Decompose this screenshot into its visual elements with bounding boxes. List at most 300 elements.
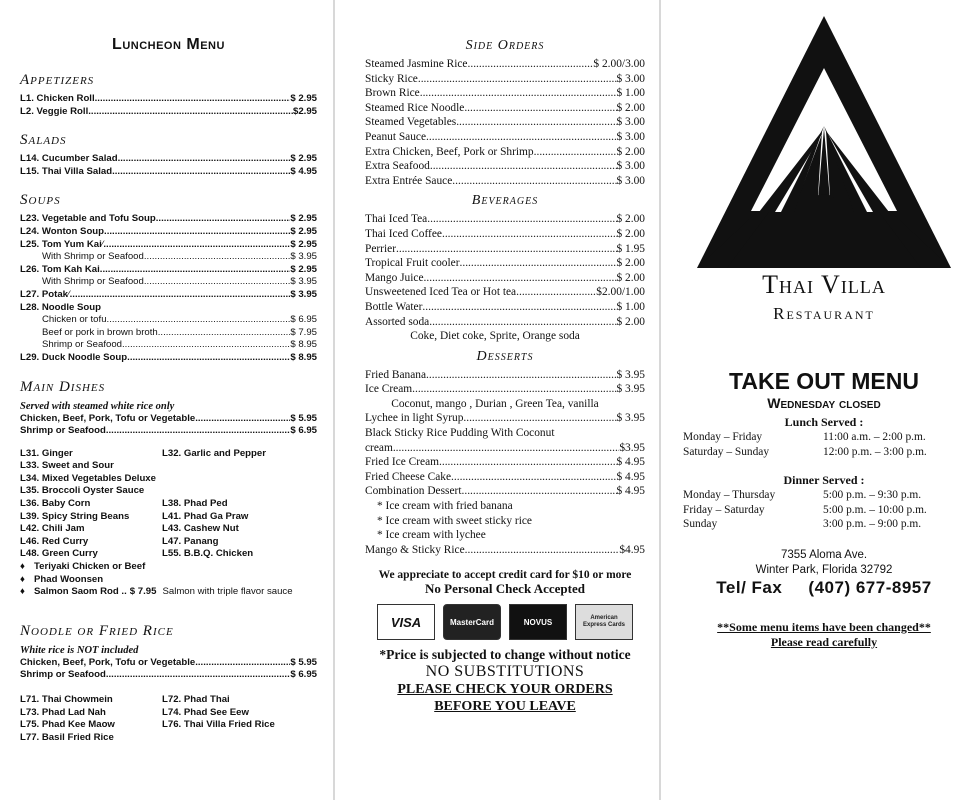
item-name: Bottle Water: [365, 300, 423, 313]
item-price: $ 2.00: [616, 271, 645, 284]
leader-dots: [418, 72, 617, 87]
item-name: Mango Juice: [365, 271, 424, 284]
dish-name: L75. Phad Kee Maow: [20, 719, 115, 731]
dinner-title: Dinner Served :: [783, 473, 865, 487]
leader-dots: [462, 484, 617, 499]
dinner-hours: [681, 488, 967, 532]
item-price: $4.95: [619, 543, 645, 556]
leader-dots: [195, 413, 290, 426]
special-item: [20, 561, 317, 574]
item-price: $ 2.95: [290, 238, 317, 250]
menu-item: [20, 352, 317, 365]
item-price: $ 1.95: [616, 242, 645, 255]
menu-item: [365, 115, 645, 130]
item-price: $ 2.95: [290, 153, 317, 165]
leader-dots: [104, 226, 290, 239]
noodle-heading: Noodle or Fried Rice: [20, 622, 174, 639]
leader-dots: [195, 657, 290, 670]
dish-name: [162, 473, 317, 486]
leader-dots: [429, 315, 616, 330]
leader-dots: [100, 264, 291, 277]
item-price: $ 2.95: [290, 263, 317, 275]
main-dishes-grid: [20, 448, 317, 561]
menu-item: [20, 289, 317, 302]
chili-icon: ⁄: [101, 238, 104, 250]
dish-name: L42. Chili Jam: [20, 523, 85, 535]
dish-row: [20, 523, 317, 536]
special-name: Phad Woonsen: [34, 573, 104, 585]
item-name: Fried Banana: [365, 368, 427, 381]
menu-item: [20, 226, 317, 239]
item-name: Shrimp or Seafood: [20, 669, 106, 681]
leader-dots: [422, 300, 616, 315]
item-name: Steamed Rice Noodle: [365, 101, 465, 114]
dish-name: L34. Mixed Vegetables Deluxe: [20, 472, 156, 484]
item-price: $ 6.95: [290, 425, 317, 437]
dish-name: [162, 732, 317, 745]
main-specials: [20, 561, 317, 599]
item-price: $ 5.95: [290, 412, 317, 424]
diamond-icon: ♦: [20, 586, 25, 598]
item-price: $ 6.95: [290, 669, 317, 681]
item-name: Unsweetened Iced Tea or Hot tea: [365, 286, 517, 299]
menu-item: [20, 327, 317, 340]
visa-logo: VISA: [377, 604, 435, 640]
item-name: cream: [365, 441, 393, 454]
dish-name: L77. Basil Fried Rice: [20, 731, 114, 743]
dessert-item: [365, 441, 645, 456]
leader-dots: [122, 339, 290, 352]
item-price: $ 3.95: [290, 251, 317, 263]
item-name: Peanut Sauce: [365, 130, 427, 143]
dish-name: L35. Broccoli Oyster Sauce: [20, 485, 145, 497]
leader-dots: [516, 285, 596, 300]
item-price: $ 3.00: [616, 72, 645, 85]
item-price: $2.00/1.00: [596, 286, 645, 299]
item-price: $ 1.00: [616, 87, 645, 100]
item-price: $ 2.95: [290, 225, 317, 237]
desserts-list: [365, 368, 645, 558]
salads-list: [20, 153, 317, 178]
item-name: Perrier: [365, 242, 396, 255]
item-name: With Shrimp or Seafood: [42, 251, 144, 263]
item-name: With Shrimp or Seafood: [42, 276, 144, 288]
leader-dots: [396, 242, 617, 257]
leader-dots: [463, 411, 616, 426]
item-price: $ 2.00: [616, 101, 645, 114]
item-name: L15. Thai Villa Salad: [20, 165, 113, 177]
leader-dots: [426, 368, 616, 383]
special-name: Teriyaki Chicken or Beef: [34, 561, 146, 573]
item-name: Beef or pork in brown broth: [42, 326, 158, 338]
menu-item: [20, 302, 317, 315]
hours-time: 5:00 p.m. – 10:00 p.m.: [823, 503, 927, 516]
menu-item: [365, 212, 645, 227]
leader-dots: [464, 101, 616, 116]
leader-dots: [451, 470, 616, 485]
sides-panel: [335, 0, 659, 800]
menu-item: [365, 86, 645, 101]
dish-row: [20, 694, 317, 707]
item-price: $ 3.95: [616, 412, 645, 425]
noodle-grid: [20, 694, 317, 744]
item-name: Chicken or tofu: [42, 314, 107, 326]
thai-temple-logo: [697, 16, 951, 268]
leader-dots: [456, 115, 616, 130]
item-name: L14. Cucumber Salad: [20, 153, 118, 165]
item-name: Fried Cheese Cake: [365, 470, 452, 483]
special-desc: Salmon with triple flavor sauce: [162, 586, 293, 598]
dessert-item: [365, 397, 645, 412]
beverages-list: [365, 212, 645, 329]
item-price: $ 2.95: [290, 93, 317, 104]
item-price: $ 4.95: [616, 456, 645, 469]
main-dishes-note: Served with steamed white rice only: [20, 400, 175, 412]
item-name: Chicken, Beef, Pork, Tofu or Vegetable: [20, 412, 196, 424]
dessert-item: [365, 426, 645, 441]
item-name: L2. Veggie Roll: [20, 105, 89, 117]
item-name: * Ice cream with fried banana: [377, 500, 513, 513]
novus-logo: NOVUS: [509, 604, 567, 640]
menu-item: [365, 242, 645, 257]
diamond-icon: ♦: [20, 561, 25, 573]
dish-name: L47. Panang: [162, 535, 219, 547]
hours-time: 5:00 p.m. – 9:30 p.m.: [823, 489, 922, 501]
item-name: Assorted soda: [365, 315, 430, 328]
menu-item: [365, 300, 645, 315]
amex-logo: American Express Cards: [575, 604, 633, 640]
lunch-title: Lunch Served :: [784, 415, 864, 429]
check-orders-line2: BEFORE YOU LEAVE: [434, 699, 576, 715]
address-line1: 7355 Aloma Ave.: [780, 548, 868, 561]
item-name: Mango & Sticky Rice: [365, 543, 465, 556]
item-price: $ 2.00: [616, 213, 645, 226]
item-price: $ 4.95: [616, 485, 645, 498]
leader-dots: [144, 276, 290, 289]
menu-item: [20, 669, 317, 682]
leader-dots: [156, 213, 291, 226]
item-name: * Ice cream with lychee: [377, 529, 486, 542]
menu-item: [365, 145, 645, 160]
item-name: Tropical Fruit cooler: [365, 257, 460, 270]
dish-name: L38. Phad Ped: [162, 498, 228, 510]
item-price: $ 4.95: [290, 165, 317, 177]
dessert-item: [365, 514, 645, 529]
menu-item: [20, 239, 317, 252]
leader-dots: [118, 153, 291, 166]
mastercard-logo: MasterCard: [443, 604, 501, 640]
closed-day: Wednesday closed: [767, 395, 881, 411]
hours-row: [681, 503, 967, 518]
menu-item: [365, 271, 645, 286]
brand-name: Thai Villa: [762, 270, 886, 299]
dessert-item: [365, 484, 645, 499]
item-price: $ 3.95: [616, 383, 645, 396]
side-orders-heading: Side Orders: [465, 38, 545, 53]
item-price: $2.95: [292, 105, 317, 117]
hours-days: Monday – Friday: [683, 431, 763, 443]
dish-row: [20, 485, 317, 498]
dish-name: L76. Thai Villa Fried Rice: [162, 719, 275, 731]
item-price: $ 2.00: [616, 227, 645, 240]
menu-item: [20, 657, 317, 670]
leader-dots: [112, 166, 290, 179]
item-name: Extra Entrée Sauce: [365, 174, 453, 187]
item-name: Chicken, Beef, Pork, Tofu or Vegetable: [20, 656, 196, 668]
leader-dots: [95, 93, 291, 106]
luncheon-panel: [0, 0, 333, 800]
leader-dots: [127, 352, 290, 365]
item-price: $ 5.95: [290, 656, 317, 668]
leader-dots: [107, 314, 291, 327]
dish-row: [20, 448, 317, 461]
menu-item: [365, 227, 645, 242]
hours-row: [681, 445, 967, 460]
item-name: Fried Ice Cream: [365, 456, 440, 469]
hours-days: Friday – Saturday: [683, 503, 765, 516]
noodle-note: White rice is NOT included: [20, 644, 139, 656]
menu-item: [20, 153, 317, 166]
appetizers-heading: Appetizers: [20, 72, 95, 88]
menu-item: [20, 106, 317, 119]
check-orders-line1: PLEASE CHECK YOUR ORDERS: [397, 682, 613, 698]
item-price: $ 2.95: [290, 213, 317, 225]
dish-name: L48. Green Curry: [20, 548, 98, 560]
dish-row: [20, 732, 317, 745]
special-item: [20, 586, 317, 599]
item-name: L28. Noodle Soup: [20, 301, 102, 313]
menu-item: [20, 93, 317, 106]
hours-days: Sunday: [683, 518, 718, 530]
item-price: $ 3.00: [616, 130, 645, 143]
brand-subtitle: Restaurant: [773, 304, 875, 323]
leader-dots: [460, 256, 617, 271]
special-item: [20, 574, 317, 587]
luncheon-title: Luncheon Menu: [112, 36, 225, 53]
dessert-item: [365, 470, 645, 485]
item-price: $ 3.95: [290, 276, 317, 288]
beverages-heading: Beverages: [471, 193, 539, 209]
address-line2: Winter Park, Florida 32792: [755, 563, 893, 576]
menu-item: [20, 314, 317, 327]
item-name: L25. Tom Yum Kai: [20, 238, 102, 250]
phone-number: Tel/ Fax (407) 677-8957: [716, 577, 932, 597]
item-name: Lychee in light Syrup: [365, 412, 464, 425]
noodle-prices: [20, 657, 317, 682]
item-name: L26. Tom Kah Kai: [20, 263, 100, 275]
item-name: Sticky Rice: [365, 72, 418, 85]
dish-row: [20, 707, 317, 720]
hours-row: [681, 430, 967, 445]
item-price: $ 3.00: [616, 174, 645, 187]
soups-list: [20, 213, 317, 364]
main-dishes-prices: [20, 413, 317, 438]
menu-changed-note: **Some menu items have been changed**: [717, 619, 931, 634]
item-name: Shrimp or Seafood: [42, 339, 122, 351]
dessert-item: [365, 368, 645, 383]
leader-dots: [70, 289, 291, 302]
leader-dots: [144, 251, 290, 264]
soups-heading: Soups: [20, 192, 61, 209]
dessert-item: [365, 455, 645, 470]
leader-dots: [468, 57, 594, 72]
hours-row: [681, 488, 967, 503]
leader-dots: [103, 239, 290, 252]
dish-name: L74. Phad See Eew: [162, 706, 249, 718]
dish-name: L71. Thai Chowmein: [20, 694, 113, 705]
item-name: L1. Chicken Roll: [20, 93, 95, 104]
menu-item: [20, 413, 317, 426]
cover-panel: [661, 0, 979, 800]
menu-item: [20, 276, 317, 289]
leader-dots: [430, 159, 617, 174]
chili-icon: ⁄: [68, 288, 70, 300]
leader-dots: [534, 145, 617, 160]
hours-row: [681, 517, 967, 532]
leader-dots: [442, 227, 617, 242]
dish-name: L36. Baby Corn: [20, 498, 91, 510]
leader-dots: [424, 271, 617, 286]
menu-item: [365, 130, 645, 145]
item-name: Shrimp or Seafood: [20, 425, 106, 437]
menu-item: [365, 256, 645, 271]
menu-item: [20, 264, 317, 277]
item-price: $ 1.00: [616, 300, 645, 313]
menu-item: [20, 213, 317, 226]
dish-row: [20, 548, 317, 561]
hours-days: Monday – Thursday: [683, 489, 776, 501]
item-price: $ 4.95: [616, 470, 645, 483]
hours-time: 3:00 p.m. – 9:00 p.m.: [823, 518, 922, 530]
salads-heading: Salads: [20, 132, 67, 149]
item-name: Combination Dessert: [365, 485, 462, 498]
dish-row: [20, 460, 317, 473]
item-name: Steamed Vegetables: [365, 116, 457, 129]
lunch-hours: [681, 430, 967, 459]
no-check-note: No Personal Check Accepted: [425, 581, 585, 597]
item-price: $3.95: [619, 441, 645, 454]
hours-time: 12:00 p.m. – 3:00 p.m.: [823, 445, 927, 458]
item-name: Thai Iced Coffee: [365, 227, 442, 240]
dish-row: [20, 536, 317, 549]
item-name: Coconut, mango , Durian , Green Tea, vanilla: [391, 397, 599, 410]
main-dishes-heading: Main Dishes: [20, 378, 106, 395]
hours-time: 11:00 a.m. – 2:00 p.m.: [823, 431, 926, 443]
item-price: $ 7.95: [290, 326, 317, 338]
item-price: $ 2.00: [616, 257, 645, 270]
dish-name: L33. Sweet and Sour: [20, 460, 114, 472]
item-name: L23. Vegetable and Tofu Soup: [20, 213, 156, 225]
special-price: $ 7.95: [129, 586, 157, 598]
leader-dots: [158, 327, 291, 340]
dish-name: L46. Red Curry: [20, 535, 89, 547]
menu-item: [20, 166, 317, 179]
dish-name: L39. Spicy String Beans: [20, 510, 130, 522]
dish-row: [20, 511, 317, 524]
leader-dots: [465, 543, 620, 558]
dish-row: [20, 473, 317, 486]
menu-item: [365, 101, 645, 116]
leader-dots: [106, 669, 290, 682]
leader-dots: [393, 441, 620, 456]
dish-name: L43. Cashew Nut: [162, 523, 239, 535]
appetizers-list: [20, 93, 317, 118]
desserts-heading: Desserts: [476, 348, 534, 364]
item-name: Brown Rice: [365, 87, 420, 100]
dish-row: [20, 719, 317, 732]
credit-note: We appreciate to accept credit card for $10 or more: [378, 569, 632, 582]
item-name: * Ice cream with sweet sticky rice: [377, 514, 532, 527]
dessert-item: [365, 499, 645, 514]
item-price: $ 3.00: [616, 116, 645, 129]
item-name: L24. Wonton Soup: [20, 225, 105, 237]
menu-item: [365, 159, 645, 174]
menu-item: [365, 315, 645, 330]
leader-dots: [412, 382, 616, 397]
take-out-title: TAKE OUT MENU: [729, 368, 919, 394]
dish-name: L31. Ginger: [20, 447, 73, 459]
item-name: Extra Seafood: [365, 160, 430, 173]
menu-item: [20, 425, 317, 438]
dish-row: [20, 498, 317, 511]
card-logos: [365, 604, 645, 640]
dish-name: L41. Phad Ga Praw: [162, 510, 249, 522]
no-substitutions: NO SUBSTITUTIONS: [425, 663, 585, 681]
dish-name: L55. B.B.Q. Chicken: [162, 548, 254, 560]
leader-dots: [88, 106, 293, 119]
menu-item: [365, 72, 645, 87]
item-price: $ 3.95: [616, 368, 645, 381]
special-name: Salmon Saom Rod ..: [34, 586, 127, 598]
item-price: $ 3.00: [616, 160, 645, 173]
item-name: L27. Potak: [20, 288, 68, 300]
leader-dots: [420, 86, 617, 101]
read-carefully-note: Please read carefully: [770, 634, 878, 649]
leader-dots: [439, 455, 617, 470]
item-name: Thai Iced Tea: [365, 213, 428, 226]
dessert-item: [365, 528, 645, 543]
diamond-icon: ♦: [20, 573, 25, 585]
hours-days: Saturday – Sunday: [683, 445, 770, 458]
item-price: $ 2.00: [616, 315, 645, 328]
leader-dots: [427, 212, 616, 227]
leader-dots: [452, 174, 616, 189]
item-price: $ 3.95: [290, 288, 317, 300]
item-name: Steamed Jasmine Rice: [365, 58, 468, 70]
dessert-item: [365, 543, 645, 558]
item-name: Extra Chicken, Beef, Pork or Shrimp: [365, 145, 534, 158]
dessert-item: [365, 382, 645, 397]
menu-item: [365, 285, 645, 300]
dish-name: L73. Phad Lad Nah: [20, 706, 106, 718]
item-price: $ 8.95: [290, 339, 317, 351]
dish-name: L32. Garlic and Pepper: [162, 447, 266, 459]
menu-item: [365, 57, 645, 72]
dessert-item: [365, 411, 645, 426]
menu-item: [20, 339, 317, 352]
side-orders-list: [365, 57, 645, 188]
item-price: $ 8.95: [290, 351, 317, 363]
item-price: $ 2.00: [616, 145, 645, 158]
dish-name: L72. Phad Thai: [162, 694, 230, 705]
dish-name: [162, 460, 317, 473]
menu-item: [365, 174, 645, 189]
menu-item: [20, 251, 317, 264]
price-change-note: *Price is subjected to change without notice: [379, 647, 631, 663]
leader-dots: [106, 425, 290, 438]
item-price: $ 2.00/3.00: [593, 58, 645, 70]
soda-note: Coke, Diet coke, Sprite, Orange soda: [410, 330, 580, 343]
